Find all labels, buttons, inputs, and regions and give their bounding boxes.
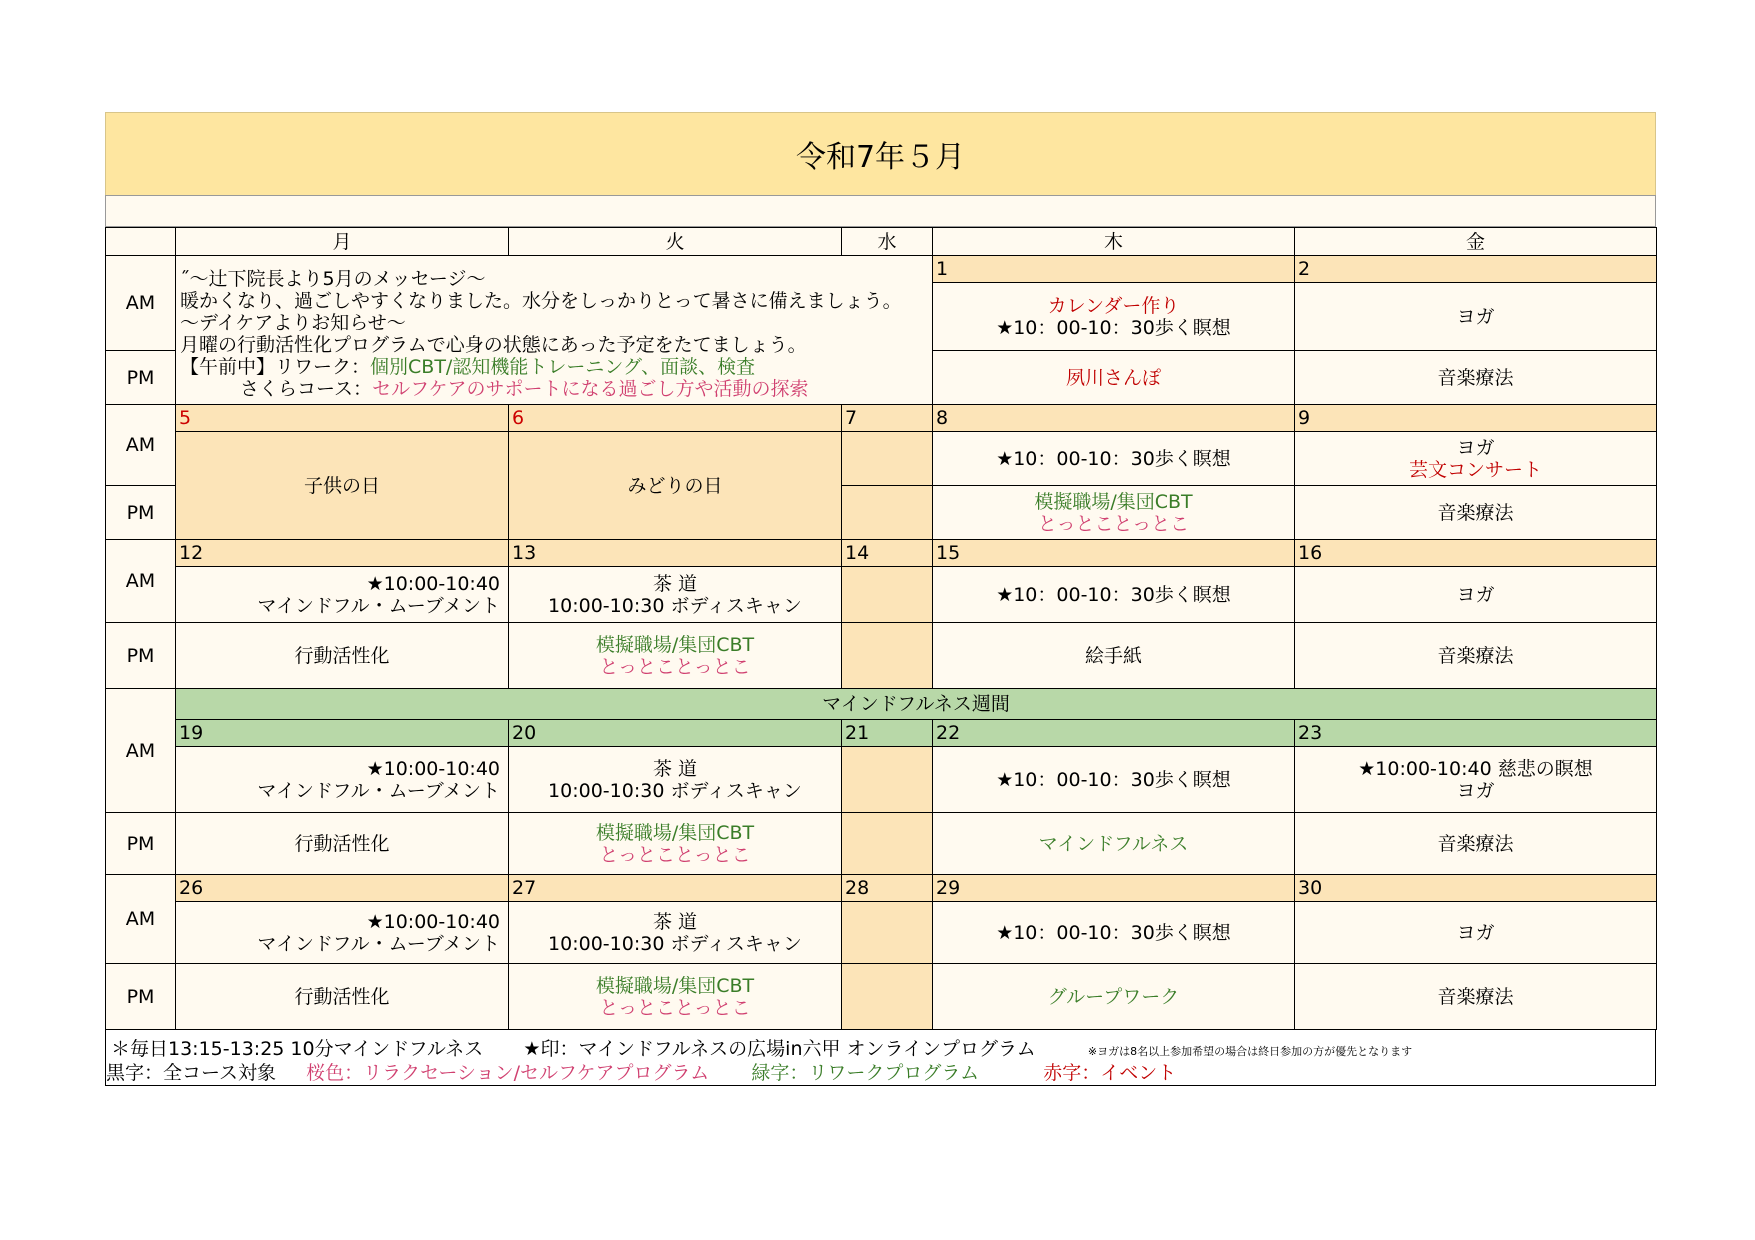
week3-am-row <box>106 567 1657 623</box>
date-cell: 27 <box>509 875 842 902</box>
event-cell <box>933 283 1295 351</box>
weekday-thu: 木 <box>933 228 1295 256</box>
date-cell: 12 <box>176 540 509 567</box>
event-cell: 音楽療法 <box>1295 813 1657 875</box>
message-line: 月曜の行動活性化プログラムで心身の状態にあった予定をたてましょう。 <box>180 334 807 356</box>
date-cell: 29 <box>933 875 1295 902</box>
legend-black: 黒字：全コース対象 <box>106 1062 277 1084</box>
event-cell <box>1295 747 1657 813</box>
weekday-tue: 火 <box>509 228 842 256</box>
message-line: ～デイケアよりお知らせ～ <box>180 312 406 334</box>
message-rework-text: 個別CBT/認知機能トレーニング、面談、検査 <box>370 356 756 378</box>
event-cell: ★10：00-10：30歩く瞑想 <box>933 567 1295 623</box>
week3-date-row <box>106 540 1657 567</box>
event-cell <box>1295 432 1657 486</box>
message-sakura-text: セルフケアのサポートになる過ごし方や活動の探索 <box>372 378 809 400</box>
week3-pm-label: PM <box>106 623 176 689</box>
week3-pm-row <box>106 623 1657 689</box>
event-text: マインドフル・ムーブメント <box>257 932 500 955</box>
event-green: 模擬職場/集団CBT <box>595 633 755 656</box>
footer-daily-note: ＊毎日13:15-13:25 10分マインドフルネス <box>111 1038 484 1060</box>
event-cell <box>509 623 842 689</box>
week5-date-row <box>106 875 1657 902</box>
date-cell: 9 <box>1295 405 1657 432</box>
calendar-table <box>105 227 1657 1030</box>
event-pink: とっとことっとこ <box>599 655 751 678</box>
event-cell: 絵手紙 <box>933 623 1295 689</box>
event-text: ★10:00-10:40 <box>366 757 500 780</box>
date-cell: 2 <box>1295 256 1657 283</box>
weekday-fri: 金 <box>1295 228 1657 256</box>
event-text: ヨガ <box>1456 779 1495 802</box>
event-cell: 行動活性化 <box>176 964 509 1030</box>
event-cell <box>509 902 842 964</box>
legend-green: 緑字：リワークプログラム <box>751 1062 980 1084</box>
week2-am-label: AM <box>106 405 176 486</box>
weekday-header-row <box>106 228 1657 256</box>
week4-am-label: AM <box>106 689 176 813</box>
date-cell: 1 <box>933 256 1295 283</box>
date-cell: 7 <box>842 405 933 432</box>
week4-pm-label: PM <box>106 813 176 875</box>
event-red: 芸文コンサート <box>1408 458 1542 481</box>
event-text: 茶 道 <box>652 910 698 933</box>
week5-pm-row <box>106 964 1657 1030</box>
event-cell: 行動活性化 <box>176 813 509 875</box>
event-text: ★10:00-10:40 <box>366 910 500 933</box>
event-cell: ★10：00-10：30歩く瞑想 <box>933 902 1295 964</box>
event-cell <box>933 486 1295 540</box>
event-text: 茶 道 <box>652 572 698 595</box>
week1-date-row <box>106 256 1657 283</box>
week1-pm-label: PM <box>106 351 176 405</box>
event-text: ★10：00-10：30歩く瞑想 <box>996 316 1231 339</box>
date-cell: 6 <box>509 405 842 432</box>
event-text: 10:00-10:30 ボディスキャン <box>548 932 802 955</box>
message-box <box>176 256 933 405</box>
event-text: ★10:00-10:40 慈悲の瞑想 <box>1358 757 1593 780</box>
mindfulness-week-banner: マインドフルネス週間 <box>176 689 1657 720</box>
event-red: カレンダー作り <box>1047 294 1180 317</box>
event-cell: ヨガ <box>1295 902 1657 964</box>
date-cell: 5 <box>176 405 509 432</box>
event-cell <box>509 813 842 875</box>
event-text: マインドフル・ムーブメント <box>257 594 500 617</box>
event-cell: 音楽療法 <box>1295 623 1657 689</box>
week4-am-row <box>106 747 1657 813</box>
message-line: ˝～辻下院長より5月のメッセージ～ <box>180 268 486 290</box>
event-pink: とっとことっとこ <box>599 996 751 1019</box>
week5-pm-label: PM <box>106 964 176 1030</box>
legend-red: 赤字：イベント <box>1043 1062 1177 1084</box>
date-cell: 26 <box>176 875 509 902</box>
event-green: 模擬職場/集団CBT <box>1034 490 1193 513</box>
legend-pink: 桜色：リラクセーション/セルフケアプログラム <box>306 1062 710 1084</box>
event-pink: とっとことっとこ <box>1037 512 1190 535</box>
footer-notes <box>105 1030 1656 1086</box>
date-cell: 15 <box>933 540 1295 567</box>
event-cell: マインドフルネス <box>933 813 1295 875</box>
date-cell: 22 <box>933 720 1295 747</box>
wed-cell <box>842 964 933 1030</box>
week2-am-row <box>106 432 1657 486</box>
header-corner <box>106 228 176 256</box>
week2-pm-label: PM <box>106 486 176 540</box>
week1-am-label: AM <box>106 256 176 351</box>
weekday-wed: 水 <box>842 228 933 256</box>
wed-cell <box>842 486 933 540</box>
event-cell <box>176 747 509 813</box>
calendar-title-bar <box>105 112 1656 195</box>
event-text: ヨガ <box>1456 436 1495 459</box>
footer-line-1 <box>111 1034 1412 1061</box>
message-line: 暖かくなり、過ごしやすくなりました。水分をしっかりとって暑さに備えましょう。 <box>180 290 902 312</box>
event-cell: ヨガ <box>1295 567 1657 623</box>
weekday-mon: 月 <box>176 228 509 256</box>
footer-star-note: ★印：マインドフルネスの広場in六甲 オンラインプログラム <box>523 1038 1036 1060</box>
event-cell <box>176 902 509 964</box>
message-line <box>180 378 932 400</box>
title-spacer <box>105 195 1656 227</box>
date-cell: 13 <box>509 540 842 567</box>
wed-cell <box>842 432 933 486</box>
event-cell <box>509 964 842 1030</box>
page-title: 令和7年５月 <box>795 140 966 175</box>
message-line <box>180 356 932 378</box>
event-green: 模擬職場/集団CBT <box>595 821 755 844</box>
date-cell: 16 <box>1295 540 1657 567</box>
event-cell: 夙川さんぽ <box>933 351 1295 405</box>
holiday-cell: 子供の日 <box>176 432 509 540</box>
event-cell <box>509 747 842 813</box>
event-cell: ★10：00-10：30歩く瞑想 <box>933 432 1295 486</box>
footer-yoga-note: ※ヨガは8名以上参加希望の場合は終日参加の方が優先となります <box>1087 1045 1413 1058</box>
wed-cell <box>842 747 933 813</box>
message-label: さくらコース： <box>240 378 373 400</box>
calendar-sheet <box>105 112 1656 1086</box>
holiday-cell: みどりの日 <box>509 432 842 540</box>
event-text: 茶 道 <box>652 757 698 780</box>
wed-cell <box>842 902 933 964</box>
event-text: ★10:00-10:40 <box>366 572 500 595</box>
event-text: 10:00-10:30 ボディスキャン <box>548 594 802 617</box>
event-cell: ヨガ <box>1295 283 1657 351</box>
week5-am-label: AM <box>106 875 176 964</box>
date-cell: 14 <box>842 540 933 567</box>
wed-cell <box>842 623 933 689</box>
date-cell: 19 <box>176 720 509 747</box>
week4-pm-row <box>106 813 1657 875</box>
date-cell: 21 <box>842 720 933 747</box>
event-cell: 行動活性化 <box>176 623 509 689</box>
event-cell: 音楽療法 <box>1295 486 1657 540</box>
wed-cell <box>842 813 933 875</box>
event-green: 模擬職場/集団CBT <box>595 974 755 997</box>
week5-am-row <box>106 902 1657 964</box>
date-cell: 30 <box>1295 875 1657 902</box>
week4-date-row <box>106 720 1657 747</box>
date-cell: 8 <box>933 405 1295 432</box>
event-cell: 音楽療法 <box>1295 964 1657 1030</box>
date-cell: 20 <box>509 720 842 747</box>
event-cell <box>509 567 842 623</box>
event-cell: 音楽療法 <box>1295 351 1657 405</box>
date-cell: 23 <box>1295 720 1657 747</box>
event-cell: グループワーク <box>933 964 1295 1030</box>
week3-am-label: AM <box>106 540 176 623</box>
event-cell: ★10：00-10：30歩く瞑想 <box>933 747 1295 813</box>
date-cell: 28 <box>842 875 933 902</box>
week4-banner-row <box>106 689 1657 720</box>
message-label: 【午前中】リワーク： <box>180 356 371 378</box>
wed-cell <box>842 567 933 623</box>
footer-legend <box>106 1058 1176 1085</box>
week2-date-row <box>106 405 1657 432</box>
event-text: 10:00-10:30 ボディスキャン <box>548 779 802 802</box>
event-pink: とっとことっとこ <box>599 843 751 866</box>
event-cell <box>176 567 509 623</box>
event-text: マインドフル・ムーブメント <box>257 779 500 802</box>
